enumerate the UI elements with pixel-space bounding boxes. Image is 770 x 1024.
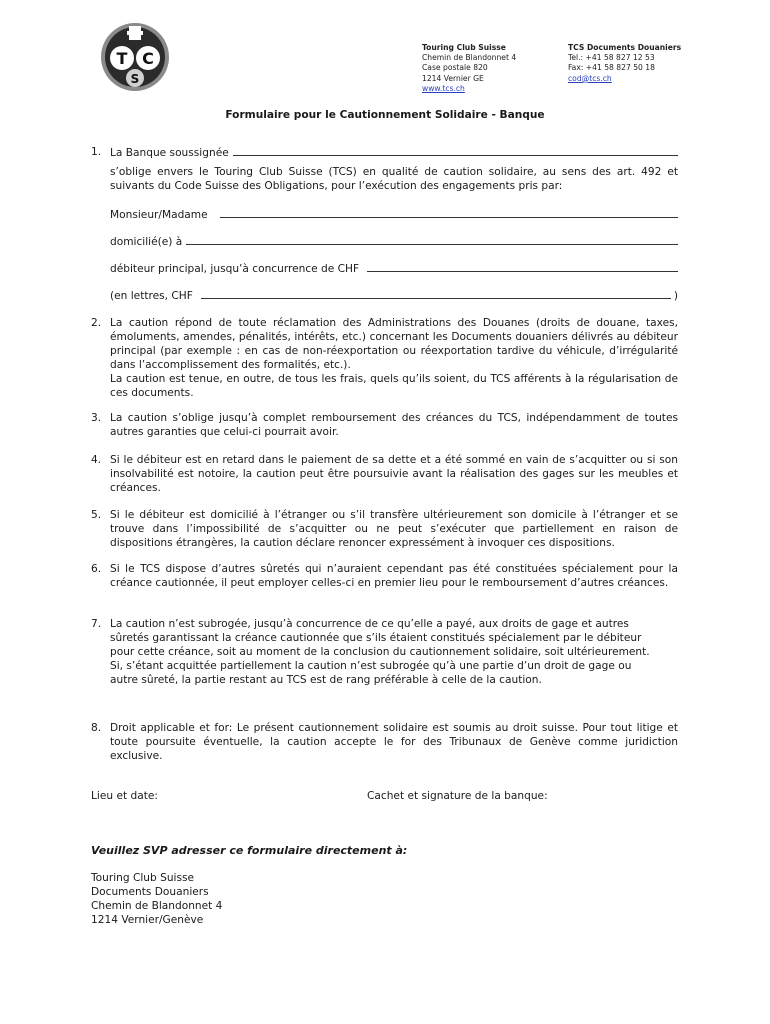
logo-letter-c: C bbox=[142, 49, 154, 68]
return-address bbox=[91, 871, 222, 927]
debiteur-amount-field[interactable] bbox=[110, 261, 678, 276]
debiteur-amount-label: débiteur principal, jusqu’à concurrence de CHF bbox=[110, 263, 360, 275]
item-7-text: La caution n’est subrogée, jusqu’à concurrence de ce qu’elle a payé, aux droits de gage et autres sûretés garantissant la créance cautionnée que s’ils étaient constitués spécialement par le débiteur pour cette créance, soit au moment de la conclusion du cautionnement solidaire, soit ultérieurement. Si, s’étant acquittée partiellement la caution n’est subrogée qu’à une partie d’un droit de gage ou autre sûreté, la partie restant au TCS est de rang préférable à celle de la caution. bbox=[110, 618, 650, 686]
address-line-2: Documents Douaniers bbox=[91, 886, 209, 898]
header-fax: Fax: +41 58 827 50 18 bbox=[568, 63, 655, 73]
address-line-4: 1214 Vernier/Genève bbox=[91, 914, 204, 926]
header-left-line3: 1214 Vernier GE bbox=[422, 73, 484, 83]
item-6-number: 6. bbox=[91, 563, 102, 575]
monsieur-madame-label: Monsieur/Madame bbox=[110, 209, 208, 221]
amount-in-words-line[interactable] bbox=[201, 288, 671, 299]
item-3-text: La caution s’oblige jusqu’à complet remboursement des créances du TCS, indépendamment de toutes autres garanties que celui-ci pourrait avoir. bbox=[110, 412, 678, 438]
item-7-number: 7. bbox=[91, 618, 102, 630]
item-2-text-b: La caution est tenue, en outre, de tous les frais, quels qu’ils soient, du TCS afférents à la régularisation de ces documents. bbox=[110, 373, 678, 399]
tcs-logo bbox=[100, 22, 170, 92]
bank-name-field[interactable] bbox=[110, 145, 678, 160]
item-8-text: Droit applicable et for: Le présent cautionnement solidaire est soumis au droit suisse. Pour tout litige et toute poursuite éventuelle, la caution accepte le for des Tribunaux de Genève comme juridiction exclusive. bbox=[110, 722, 678, 762]
item-4-text: Si le débiteur est en retard dans le paiement de sa dette et a été sommé en vain de s’acquitter ou si son insolvabilité est notoire, la caution peut être poursuivie avant la réalisation des gages sur les meubles et créances. bbox=[110, 454, 678, 494]
place-date-label: Lieu et date: bbox=[91, 790, 158, 802]
monsieur-madame-field[interactable] bbox=[110, 207, 678, 222]
amount-in-words-label: (en lettres, CHF bbox=[110, 290, 193, 302]
item-1-number: 1. bbox=[91, 146, 102, 158]
header-left-line2: Case postale 820 bbox=[422, 63, 488, 73]
email-link[interactable]: cod@tcs.ch bbox=[568, 73, 612, 83]
header-tel: Tel.: +41 58 827 12 53 bbox=[568, 53, 655, 63]
form-title: Formulaire pour le Cautionnement Solidaire - Banque bbox=[225, 109, 545, 121]
item-5-number: 5. bbox=[91, 509, 102, 521]
address-line-3: Chemin de Blandonnet 4 bbox=[91, 900, 223, 912]
amount-in-words-close: ) bbox=[673, 290, 678, 302]
bank-name-line[interactable] bbox=[233, 145, 678, 156]
item-3-number: 3. bbox=[91, 412, 102, 424]
send-instructions-heading: Veuillez SVP adresser ce formulaire directement à: bbox=[91, 844, 408, 857]
domicile-label: domicilié(e) à bbox=[110, 236, 183, 248]
item-5-text: Si le débiteur est domicilié à l’étranger ou s’il transfère ultérieurement son domicile à l’étranger et se trouve dans l’impossibilité de s’acquitter ou ne peut s’exécuter que partiellement en raison de dispositions étrangères, la caution déclare renoncer expressément à invoquer ces dispositions. bbox=[110, 509, 678, 549]
item-6-text: Si le TCS dispose d’autres sûretés qui n’auraient cependant pas été constituées spécialement pour la créance cautionnée, il peut employer celles-ci en premier lieu pour le remboursement d’autres créances. bbox=[110, 563, 678, 589]
header-left-title: Touring Club Suisse bbox=[422, 43, 506, 52]
header-right-title: TCS Documents Douaniers bbox=[568, 43, 682, 52]
bank-signature-label: Cachet et signature de la banque: bbox=[367, 790, 548, 802]
header-left-line1: Chemin de Blandonnet 4 bbox=[422, 53, 517, 63]
bank-name-label: La Banque soussignée bbox=[110, 147, 229, 159]
amount-in-words-field[interactable] bbox=[110, 288, 678, 303]
item-2-text-a: La caution répond de toute réclamation des Administrations des Douanes (droits de douane, taxes, émoluments, amendes, pénalités, intérêts, etc.) concernant les Documents douaniers délivrés au débiteur principal (par exemple : en cas de non-réexportation ou réexportation tardive du véhicule, d’irrégularité dans l’accomplissement des formalités, etc.). bbox=[110, 317, 678, 371]
website-link[interactable]: www.tcs.ch bbox=[422, 83, 465, 93]
debiteur-amount-line[interactable] bbox=[367, 261, 678, 272]
header-address-block bbox=[422, 43, 562, 94]
logo-letter-t: T bbox=[116, 49, 128, 68]
header-contact-block bbox=[568, 43, 758, 84]
item-8-number: 8. bbox=[91, 722, 102, 734]
monsieur-madame-line[interactable] bbox=[220, 207, 678, 218]
item-2-number: 2. bbox=[91, 317, 102, 329]
logo-letter-s: S bbox=[130, 72, 140, 86]
item-1-text: s’oblige envers le Touring Club Suisse (TCS) en qualité de caution solidaire, au sens des art. 492 et suivants du Code Suisse des Obligations, pour l’exécution des engagements pris par: bbox=[110, 166, 678, 192]
item-2-text bbox=[110, 316, 678, 400]
domicile-field[interactable] bbox=[110, 234, 678, 249]
address-line-1: Touring Club Suisse bbox=[91, 872, 195, 884]
item-4-number: 4. bbox=[91, 454, 102, 466]
domicile-line[interactable] bbox=[186, 234, 678, 245]
